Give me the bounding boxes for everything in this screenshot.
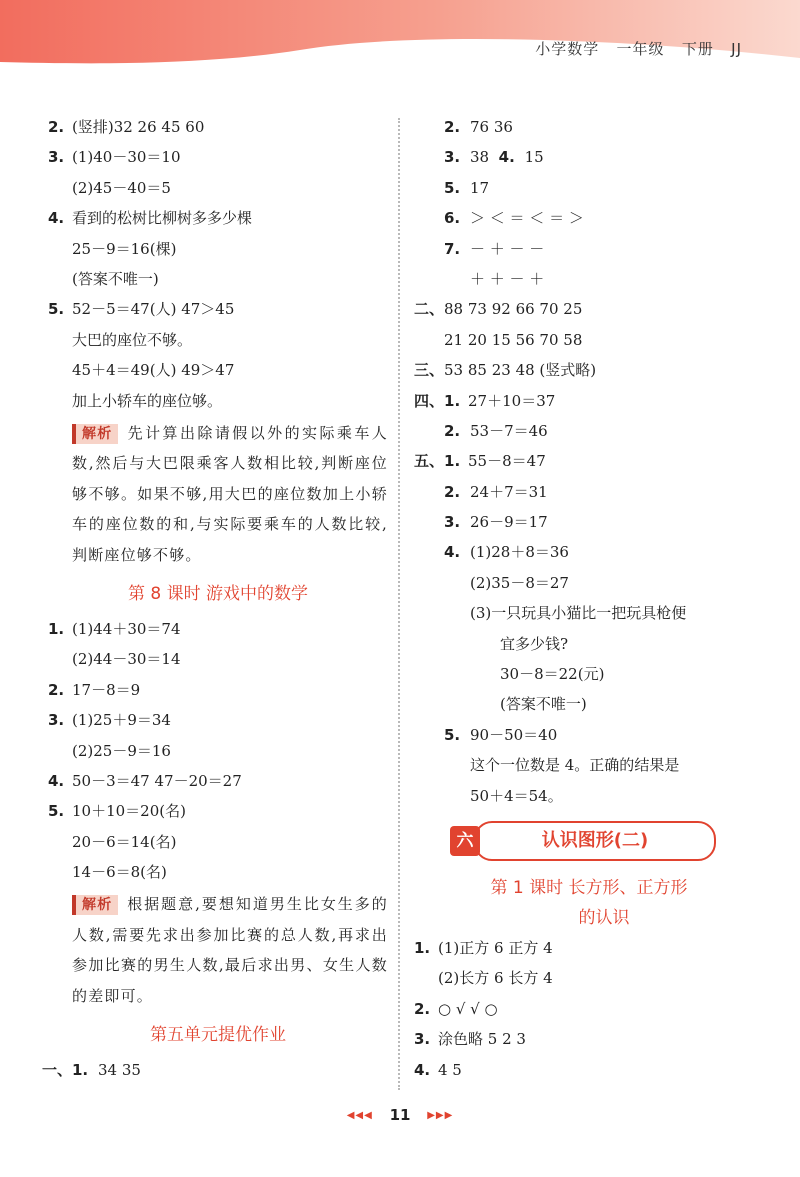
analysis-block — [48, 418, 388, 570]
lesson-title: 第 8 课时 游戏中的数学 — [127, 583, 309, 604]
answer-line: 三、53 85 23 48 (竖式略) — [414, 361, 597, 380]
analysis-tag: 解析 — [72, 424, 118, 444]
left-arrows-icon: ◀◀◀ — [346, 1110, 373, 1121]
answer-line: ＋ ＋ － ＋ — [470, 269, 545, 288]
answer-line: 3. (1)40－30＝10 — [48, 148, 181, 167]
page-footer — [0, 1106, 800, 1124]
answer-line: (2)长方 6 长方 4 — [438, 969, 553, 988]
lesson-title: 第 1 课时 长方形、正方形 — [490, 877, 688, 898]
answer-line: 20－6＝14(名) — [72, 832, 177, 851]
unit-heading — [450, 815, 764, 867]
answer-line: (2)45－40＝5 — [72, 178, 171, 197]
answer-line: 这个一位数是 4。正确的结果是 — [470, 756, 680, 775]
left-column — [42, 112, 388, 1085]
answer-line: 五、1. 55－8＝47 — [414, 452, 546, 471]
answer-line: 5. 52－5＝47(人) 47＞45 — [48, 300, 235, 319]
answer-line: 3. 38 4. 15 — [444, 148, 544, 167]
answer-line: 2. (竖排)32 26 45 60 — [48, 118, 205, 136]
unit-homework-title: 第五单元提优作业 — [150, 1025, 286, 1046]
answer-line: 25－9＝16(棵) — [72, 239, 177, 258]
answer-line: 1. (1)正方 6 正方 4 — [414, 938, 553, 957]
answer-line: 2. 76 36 — [444, 118, 513, 136]
answer-line: 4. 看到的松树比柳树多多少棵 — [48, 209, 253, 228]
answer-line: 2. ○ √ √ ○ — [414, 999, 498, 1018]
answer-line: 宜多少钱? — [500, 634, 569, 653]
answer-line: (2)35－8＝27 — [470, 573, 569, 592]
answer-line: (2)25－9＝16 — [72, 741, 171, 760]
answer-line: 3. 涂色略 5 2 3 — [414, 1030, 526, 1049]
answer-line: 2. 53－7＝46 — [444, 421, 548, 440]
answer-line: 2. 24＋7＝31 — [444, 482, 548, 501]
answer-line: 21 20 15 56 70 58 — [444, 330, 583, 349]
answer-line: 7. － ＋ － － — [444, 239, 545, 258]
right-arrows-icon: ▶▶▶ — [427, 1110, 454, 1121]
answer-line: 14－6＝8(名) — [72, 863, 167, 882]
answer-line: 一、1. 34 35 — [42, 1061, 141, 1080]
header-band — [0, 0, 800, 70]
answer-line: (答案不唯一) — [500, 695, 587, 714]
lesson-title-cont: 的认识 — [578, 907, 630, 928]
answer-line: 6. ＞ ＜ ＝ ＜ ＝ ＞ — [444, 209, 584, 228]
answer-line: 30－8＝22(元) — [500, 665, 605, 684]
page-number: 11 — [389, 1106, 411, 1124]
answer-line: 4. (1)28＋8＝36 — [444, 543, 569, 562]
unit-title: 认识图形(二) — [474, 821, 716, 861]
answer-line: 1. (1)44＋30＝74 — [48, 619, 181, 638]
answer-line: 大巴的座位不够。 — [72, 330, 193, 349]
answer-line: 2. 17－8＝9 — [48, 680, 141, 699]
column-divider — [398, 118, 400, 1090]
answer-line: 3. (1)25＋9＝34 — [48, 711, 171, 730]
answer-line: (2)44－30＝14 — [72, 650, 181, 669]
answer-line: 3. 26－9＝17 — [444, 513, 548, 532]
answer-line: (3)一只玩具小猫比一把玩具枪便 — [470, 604, 687, 623]
answer-line: 4. 4 5 — [414, 1060, 462, 1079]
unit-number-badge: 六 — [450, 826, 480, 856]
answer-line: 5. 90－50＝40 — [444, 725, 558, 744]
analysis-block — [48, 889, 388, 1011]
answer-line: 5. 10＋10＝20(名) — [48, 802, 186, 821]
answer-line: (答案不唯一) — [72, 269, 159, 288]
answer-line: 4. 50－3＝47 47－20＝27 — [48, 771, 242, 790]
answer-line: 二、88 73 92 66 70 25 — [414, 300, 583, 319]
answer-line: 四、1. 27＋10＝37 — [414, 391, 556, 410]
analysis-text: 根据题意,要想知道男生比女生多的人数,需要先求出参加比赛的总人数,再求出参加比赛的男生人数,最后求出男、女生人数的差即可。 — [72, 895, 388, 1005]
analysis-tag: 解析 — [72, 895, 118, 915]
analysis-text: 先计算出除请假以外的实际乘车人数,然后与大巴限乘客人数相比较,判断座位够不够。如果不够,用大巴的座位数加上小轿车的座位数的和,与实际要乘车的人数比较,判断座位够不够。 — [72, 423, 388, 564]
answer-line: 5. 17 — [444, 178, 490, 197]
answer-line: 50＋4＝54。 — [470, 786, 563, 805]
header-title: 小学数学 一年级 下册 JJ — [535, 40, 742, 58]
answer-line: 加上小轿车的座位够。 — [72, 391, 223, 410]
right-column — [414, 112, 764, 1085]
answer-line: 45＋4＝49(人) 49＞47 — [72, 361, 235, 380]
